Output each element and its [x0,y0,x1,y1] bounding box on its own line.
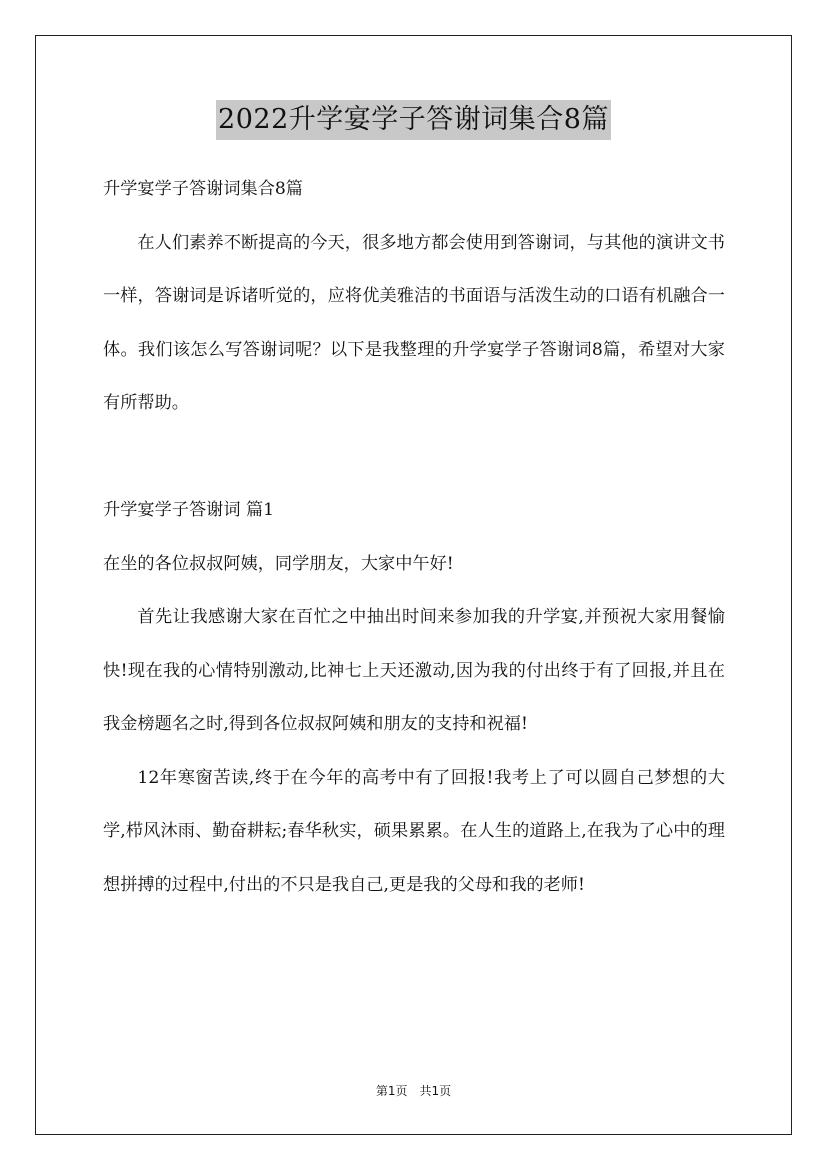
paragraph-gap [103,431,725,485]
title-container [0,100,827,140]
document-body [103,163,725,912]
greeting-line: 在坐的各位叔叔阿姨，同学朋友，大家中午好! [103,553,454,574]
intro-paragraph: 在人们素养不断提高的今天，很多地方都会使用到答谢词，与其他的演讲文书一样，答谢词是诉诸听觉的，应将优美雅洁的书面语与活泼生动的口语有机融合一体。我们该怎么写答谢词呢？以下是我整理的升学宴学子答谢词8篇，希望对大家有所帮助。 [103,232,725,413]
body-paragraph-1: 首先让我感谢大家在百忙之中抽出时间来参加我的升学宴,并预祝大家用餐愉快!现在我的心情特别激动,比神七上天还激动,因为我的付出终于有了回报,并且在我金榜题名之时,得到各位叔叔阿姨和朋友的支持和祝福! [103,607,725,734]
page-footer: 第1页 共1页 [375,1084,452,1098]
document-subtitle: 升学宴学子答谢词集合8篇 [103,179,303,199]
document-title: 2022升学宴学子答谢词集合8篇 [216,100,611,140]
body-paragraph-2: 12年寒窗苦读,终于在今年的高考中有了回报!我考上了可以圆自己梦想的大学,栉风沐雨、勤奋耕耘;春华秋实，硕果累累。在人生的道路上,在我为了心中的理想拼搏的过程中,付出的不只是我自己,更是我的父母和我的老师! [103,767,725,895]
section-heading: 升学宴学子答谢词 篇1 [103,500,275,520]
